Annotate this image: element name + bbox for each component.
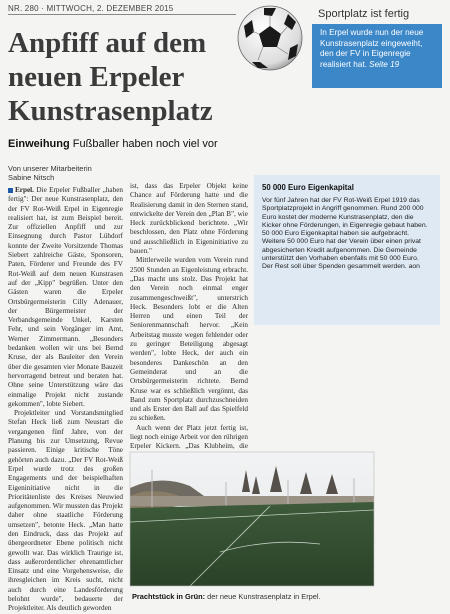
article-subhead: [8, 138, 238, 150]
header-rule: [8, 14, 236, 15]
issue-line: NR. 280 · MITTWOCH, 2. DEZEMBER 2015: [8, 4, 174, 13]
bullet-icon: [8, 188, 13, 193]
byline-author: Sabine Nitsch: [8, 173, 55, 182]
lead-paragraph: [8, 186, 123, 409]
lead-text: Die Erpeler Fußballer „haben fertig": Der neue Kunstrasenplatz, den der FV Rot-Weiß Erpel in Eigenregie realisiert hat, ist zum Beispiel bereit. Zur offiziellen Anpfiff und zur Einsegnung durch Pastor Lühdorf konnte der Zweite Vorsitzende Thomas Siebert zahlreiche Gäste, Sponsoren, Paten, Förderer und Freunde des FV Rot-Weiß auf dem neuen Kunstrasen auf der „Kipp" begrüßen. Unter den Gästen waren die Erpeler Ortsbürgermeisterin Cilly Adenauer, der Bürgermeister der Verbandsgemeinde Unkel, Karsten Fehr, und sein Vorgänger im Amt, Werner Zimmermann. „Besonders bedanken wollen wir uns bei Bernd Kruse, der als Bauleiter den Verein über die gesamten vier Monate Bauzeit hervorragend betreut und beraten hat. Ohne seine Unterstützung wäre das einmalige Projekt nicht zustande gekommen", lobte Siebert.: [8, 186, 123, 408]
sports-field-photo: [130, 452, 374, 586]
info-box-title: 50 000 Euro Eigenkapital: [262, 183, 354, 192]
article-headline: Anpfiff auf dem neuen Erpeler Kunstrasenplatz: [8, 27, 213, 127]
caption-lead: Prachtstück in Grün:: [132, 592, 206, 601]
subhead-text: Fußballer haben noch viel vor: [72, 138, 218, 150]
paragraph: Mittlerweile wurden vom Verein rund 2500 Stunden an Eigenleistung erbracht. „Das macht uns stolz. Das Projekt hat den Verein noch einmal enger zusammengeschweißt", unterstrich Heck. Besonders lobt er die Alten Herren und einen Teil der Seniorenmannschaft hervor. „Kein Arbeitstag musste wegen fehlender oder zu geringer Beteiligung abgesagt werden", lobte Heck, der auch ein besonderes Dankeschön an den Gemeinderat und an die Ortsbürgermeisterin richtete. Bernd Kruse war es schließlich vergönnt, das Band zum Sportplatz durchzuschneiden und als Erster den Ball auf das Spielfeld zu schießen.: [130, 256, 248, 423]
article-column-1: [8, 186, 123, 613]
byline: [8, 164, 92, 182]
caption-text: der neue Kunstrasenplatz in Erpel.: [207, 592, 321, 601]
teaser-page-link[interactable]: Seite 19: [369, 59, 400, 69]
teaser-box[interactable]: [312, 6, 442, 88]
info-box-text: Vor fünf Jahren hat der FV Rot-Weiß Erpel 1919 das Sportplatzprojekt in Angriff genommen. Rund 200 000 Euro kostet der moderne Kunstrasenplatz, den die Kicker ohne Förderungen, in Eigenregie gebaut haben. 50 000 Euro Eigenkapital haben sie aufgebracht. Weitere 50 000 Euro hat der Verein über einen privat abgesicherten Kredit aufgenommen. Die Gemeinde unterstützt den Vorhaben ebenfalls mit 50 000 Euro. Der Rest soll über Spenden gesammelt werden. aon: [262, 197, 428, 271]
subhead-keyword: Einweihung: [8, 138, 70, 150]
soccer-ball-image: [236, 4, 304, 72]
article-column-2: [130, 182, 248, 451]
paragraph: ist, dass das Erpeler Objekt keine Chance auf Förderung hatte und die Realisierung damit in den Sternen stand, entwickelte der Verein den „Plan B", wie Heck zurückblickend berichtete. „Wir beschlossen, den Platz ohne Förderung und ausschließlich in Eigeninitiative zu bauen.": [130, 182, 248, 256]
teaser-text: [320, 28, 438, 70]
byline-line-1: Von unserer Mitarbeiterin: [8, 164, 92, 173]
teaser-body: In Erpel wurde nun der neue Kunstrasenplatz eingeweiht, den der FV in Eigenregie realisiert hat.: [320, 28, 424, 69]
info-box: [254, 175, 440, 325]
photo-caption: [132, 592, 321, 601]
lead-place: Erpel.: [15, 186, 34, 194]
paragraph: Projektleiter und Vorstandsmitglied Stefan Heck ließ zum Neustart die vergangenen fünf Jahre, von der Planung bis zur Umsetzung, Revue passieren. Einige kritische Töne gehörten auch dazu. „Der FV Rot-Weiß Erpel wurde trotz des großen Engagements und der beispielhaften Eigeninitiative nicht in die Prioritätenliste des Kreises Neuwied aufgenommen. Wir mussten das Projekt daher ohne staatliche Förderung umsetzen", betonte Heck. „Man hatte den Eindruck, dass das Projekt auf übergeordneter Ebene politisch nicht gewollt war. Das wirklich Traurige ist, dass außerordentlicher ehrenamtlicher Einsatz und eine Vorgehensweise, die ihresgleichen im Kreis sucht, nicht auch durch eine Landesförderung belohnt wurde", bedauerte der Projektleiter. Als deutlich geworden: [8, 409, 123, 613]
paragraph: Auch wenn der Platz jetzt fertig ist, liegt noch einige Arbeit vor den rührigen Erpeler Kickern. „Das Klubheim, die: [130, 423, 248, 451]
teaser-title: Sportplatz ist fertig: [318, 8, 410, 20]
